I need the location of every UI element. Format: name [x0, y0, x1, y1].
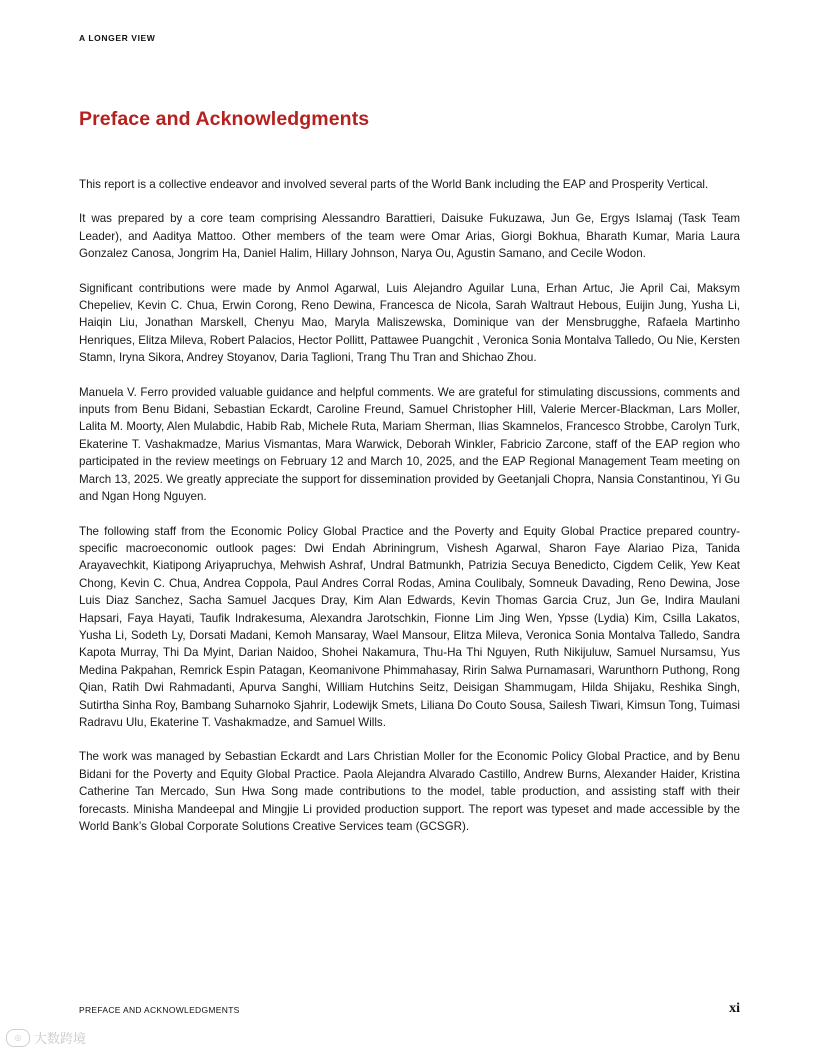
running-head: A LONGER VIEW: [79, 33, 156, 43]
paragraph-core-team: It was prepared by a core team comprising Alessandro Barattieri, Daisuke Fukuzawa, Jun Ge, Ergys Islamaj (Task Team Leader), and Aaditya Mattoo. Other members of the team were Omar Arias, Giorgi Bokhua, Bharath Kumar, Maria Laura Gonzalez Canosa, Jongrim Ha, Daniel Halim, Hillary Johnson, Narya Ou, Agustin Samano, and Cecile Wodon.: [79, 212, 740, 261]
footer-section-label: PREFACE AND ACKNOWLEDGMENTS: [79, 1005, 240, 1015]
paragraph-intro: This report is a collective endeavor and involved several parts of the World Bank including the EAP and Prosperity Vertical.: [79, 178, 709, 191]
paragraph-contributions: Significant contributions were made by Anmol Agarwal, Luis Alejandro Aguilar Luna, Erhan Artuc, Jie April Cai, Maksym Chepeliev, Kevin C. Chua, Erwin Corong, Reno Dewina, Francesca de Nicola, Sarah Waltraut Hebous, Euijin Jung, Yusha Li, Haiqin Liu, Jonathan Marskell, Chenyu Mao, Maryla Maliszewska, Dominique van der Mensbrugghe, Rafaela Martinho Henriques, Elitza Mileva, Robert Palacios, Hector Pollitt, Pattawee Puangchit , Veronica Sonia Montalva Talledo, Ou Nie, Kersten Stamn, Iryna Sikora, Andrey Stoyanov, Daria Taglioni, Trang Thu Tran and Shichao Zhou.: [79, 281, 740, 365]
paragraph-country-staff: The following staff from the Economic Policy Global Practice and the Poverty and Equity Global Practice prepared country-specific macroeconomic outlook pages: Dwi Endah Abriningrum, Vishesh Agarwal, Sharon Faye Alariao Piza, Tanida Arayavechkit, Kiatipong Ariyapruchya, Mehwish Ashraf, Undral Batmunkh, Patrizia Secuya Benedicto, Cigdem Celik, Yew Keat Chong, Kevin C. Chua, Andrea Coppola, Paul Andres Corral Rodas, Amina Coulibaly, Somneuk Davading, Reno Dewina, Jose Luis Diaz Sanchez, Sacha Samuel Jacques Dray, Kim Alan Edwards, Kevin Thomas Garcia Cruz, Jun Ge, Indira Maulani Hapsari, Faya Hayati, Taufik Indrakesuma, Alexandra Jarotschkin, Fionne Lim Jing Wen, Ypsse (Lydia) Kim, Csilla Lakatos, Yusha Li, Sodeth Ly, Dorsati Madani, Kemoh Mansaray, Wael Mansour, Elitza Mileva, Veronica Sonia Montalva Talledo, Sandra Kapota Murray, Thi Da Myint, Darian Naidoo, Shohei Nakamura, Thu-Ha Thi Nguyen, Ruth Nikijuluw, Samuel Nursamsu, Yus Medina Pakpahan, Remrick Espin Patagan, Keomanivone Phimmahasay, Ririn Salwa Purnamasari, Warunthorn Puthong, Rong Qian, Ratih Dwi Rahmadanti, Apurva Sanghi, William Hutchins Seitz, Deisigan Shammugam, Hilda Shijaku, Reshika Singh, Sutirtha Sinha Roy, Bambang Suharnoko Sjahrir, Lodewijk Smets, Liliana Do Couto Sousa, Sailesh Tiwari, Kimsun Tong, Tuimasi Radravu Ulu, Ekaterine T. Vashakmadze, and Samuel Wills.: [79, 524, 740, 729]
paragraph-management: The work was managed by Sebastian Eckardt and Lars Christian Moller for the Economic Policy Global Practice, and by Benu Bidani for the Poverty and Equity Global Practice. Paola Alejandra Alvarado Castillo, Andrew Burns, Alexander Haider, Kristina Catherine Tan Mercado, Sun Hwa Song made contributions to the model, table production, and assisting staff with their forecasts. Minisha Mandeepal and Mingjie Li provided production support. The report was typeset and made accessible by the World Bank’s Global Corporate Solutions Creative Services team (GCSGR).: [79, 750, 740, 833]
watermark-logo-icon: ◎: [6, 1029, 30, 1047]
watermark-text: 大数跨境: [34, 1031, 87, 1046]
page-title: Preface and Acknowledgments: [79, 108, 370, 130]
page-number: xi: [729, 1001, 740, 1016]
body-text: [79, 176, 740, 852]
watermark: [6, 1028, 86, 1047]
paragraph-guidance: Manuela V. Ferro provided valuable guidance and helpful comments. We are grateful for stimulating discussions, comments and inputs from Benu Bidani, Sebastian Eckardt, Caroline Freund, Samuel Christopher Hill, Valerie Mercer-Blackman, Lars Moller, Lalita M. Moorty, Alen Mulabdic, Habib Rab, Michele Ruta, Mariam Sherman, Ilias Skamnelos, Francesco Strobbe, Carolyn Turk, Ekaterine T. Vashakmadze, Marius Vismantas, Mara Warwick, Deborah Winkler, Fabricio Zarcone, staff of the EAP region who participated in the review meetings on February 12 and March 10, 2025, and the EAP Regional Management Team meeting on March 13, 2025. We greatly appreciate the support for dissemination provided by Geetanjali Chopra, Nansia Constantinou, Yi Gu and Ngan Hong Nguyen.: [79, 385, 740, 504]
